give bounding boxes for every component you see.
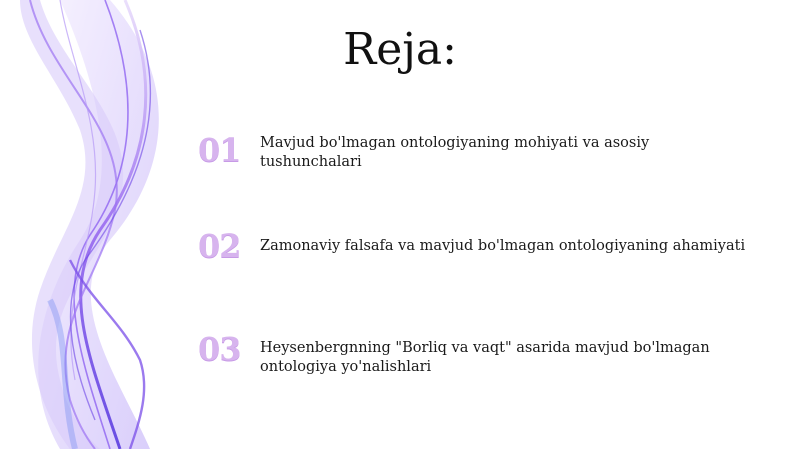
agenda-item-text: Heysenbergnning "Borliq va vaqt" asarida mavjud bo'lmagan ontologiya yo'nalishlari: [260, 340, 710, 375]
purple-smoke-ribbon-decoration: [0, 0, 220, 449]
agenda-item-text: Zamonaviy falsafa va mavjud bo'lmagan ontologiyaning ahamiyati: [260, 238, 746, 254]
agenda-item-text: Mavjud bo'lmagan ontologiyaning mohiyati va asosiy tushunchalari: [260, 135, 650, 170]
agenda-item-2: [198, 226, 758, 286]
agenda-item-number: 01: [198, 131, 241, 169]
slide-title: Reja:: [343, 24, 457, 75]
agenda-item-number: 03: [198, 330, 241, 368]
agenda-item-3: [198, 329, 758, 389]
agenda-item-number: 02: [198, 227, 241, 265]
agenda-item-1: [198, 130, 758, 190]
